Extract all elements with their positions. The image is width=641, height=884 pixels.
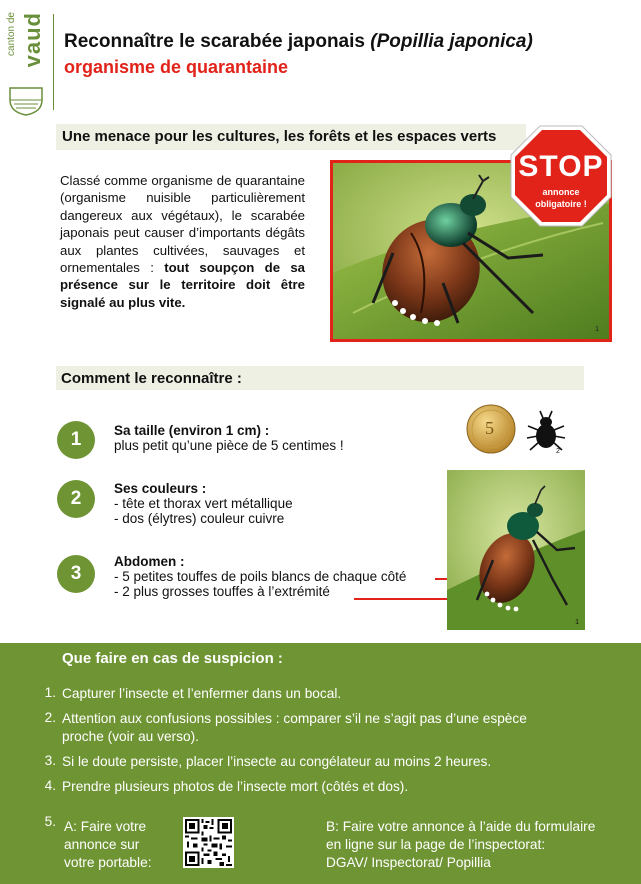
- step-badge-3: 3: [57, 555, 95, 593]
- title-latin: (Popillia japonica): [370, 31, 533, 52]
- colors-line-2: - dos (élytres) couleur cuivre: [114, 511, 285, 526]
- option-b-link[interactable]: DGAV/ Inspectorat/ Popillia: [326, 855, 491, 870]
- colors-title: Ses couleurs :: [114, 481, 207, 496]
- threat-heading-band: [56, 124, 526, 150]
- size-line: plus petit qu’une pièce de 5 centimes !: [114, 438, 344, 453]
- stop-word: STOP: [518, 150, 604, 183]
- step-badge-1: 1: [57, 421, 95, 459]
- option-b-line-2: en ligne sur la page de l’inspectorat:: [326, 837, 546, 852]
- action-step-2-line-2: proche (voir au verso).: [62, 729, 199, 744]
- stop-subtext: [509, 186, 613, 210]
- coin-value: 5: [485, 418, 494, 438]
- action-step-3: Si le doute persiste, placer l’insecte au congélateur au moins 2 heures.: [62, 754, 492, 769]
- beetle-photo-abdomen: [447, 470, 585, 630]
- photo-credit: 1: [595, 326, 599, 333]
- abdomen-line-2: - 2 plus grosses touffes à l’extrémité: [114, 584, 330, 599]
- size-title: Sa taille (environ 1 cm) :: [114, 423, 270, 438]
- qr-code[interactable]: [183, 817, 234, 868]
- threat-paragraph-bold: tout soupçon de sa présence sur le territoire doit être signalé au plus vite.: [60, 260, 305, 310]
- icon-credit: 2: [556, 448, 560, 455]
- action-step-3-num: 3.: [44, 753, 56, 768]
- option-a-text: [64, 818, 152, 872]
- action-step-4: Prendre plusieurs photos de l’insecte mort (côtés et dos).: [62, 779, 409, 794]
- action-step-1: Capturer l’insecte et l’enfermer dans un bocal.: [62, 686, 342, 701]
- step-badge-2: 2: [57, 480, 95, 518]
- abdomen-item: [114, 554, 406, 599]
- abdomen-line-1: - 5 petites touffes de poils blancs de chaque côté: [114, 569, 407, 584]
- stop-line-2: obligatoire !: [535, 199, 587, 209]
- logo-canton-word: canton de: [6, 12, 17, 56]
- option-b-text: [326, 818, 595, 872]
- threat-heading: Une menace pour les cultures, les forêts et les espaces verts: [62, 128, 497, 145]
- qr-code-icon: [183, 817, 234, 868]
- size-item: [114, 423, 344, 453]
- page-subtitle: organisme de quarantaine: [64, 57, 289, 77]
- option-a-line-1: A: Faire votre: [64, 819, 147, 834]
- action-step-5-num: 5.: [44, 814, 56, 829]
- action-step-2-line-1: Attention aux confusions possibles : comparer s’il ne s’agit pas d’une espèce: [62, 711, 527, 726]
- canton-vaud-logo: [6, 12, 46, 110]
- colors-line-1: - tête et thorax vert métallique: [114, 496, 293, 511]
- action-heading: Que faire en cas de suspicion :: [62, 650, 283, 667]
- title-text: Reconnaître le scarabée japonais: [64, 31, 365, 52]
- stop-line-1: annonce: [542, 187, 580, 197]
- option-a-line-2: annonce sur: [64, 837, 140, 852]
- option-b-line-1: B: Faire votre annonce à l’aide du formulaire: [326, 819, 596, 834]
- action-step-2: [62, 710, 607, 746]
- abdomen-title: Abdomen :: [114, 554, 185, 569]
- five-centimes-coin: [466, 404, 516, 454]
- beetle-size-silhouette: [524, 406, 568, 456]
- threat-paragraph: [60, 172, 305, 311]
- action-step-2-num: 2.: [44, 710, 56, 725]
- option-a-line-3: votre portable:: [64, 855, 152, 870]
- beetle-photo2-image: [447, 470, 585, 630]
- action-step-4-num: 4.: [44, 778, 56, 793]
- page-title: [64, 31, 533, 53]
- vaud-shield-icon: [8, 86, 44, 116]
- threat-paragraph-plain: Classé comme organisme de quarantaine (organisme nuisible particulièrement dangereux aux végétaux), le scarabée japonais peut causer d’importants dégâts aux plantes cultivées, sauvages et ornementales :: [60, 173, 305, 276]
- stop-sign: [509, 124, 613, 228]
- recognize-heading-band: [56, 366, 584, 390]
- beetle-icon: [524, 406, 568, 456]
- logo-vaud-word: vaud: [20, 12, 45, 68]
- colors-item: [114, 481, 293, 526]
- photo2-credit: 1: [575, 619, 579, 626]
- recognize-heading: Comment le reconnaître :: [61, 370, 242, 387]
- header-divider: [53, 14, 54, 110]
- action-step-1-num: 1.: [44, 685, 56, 700]
